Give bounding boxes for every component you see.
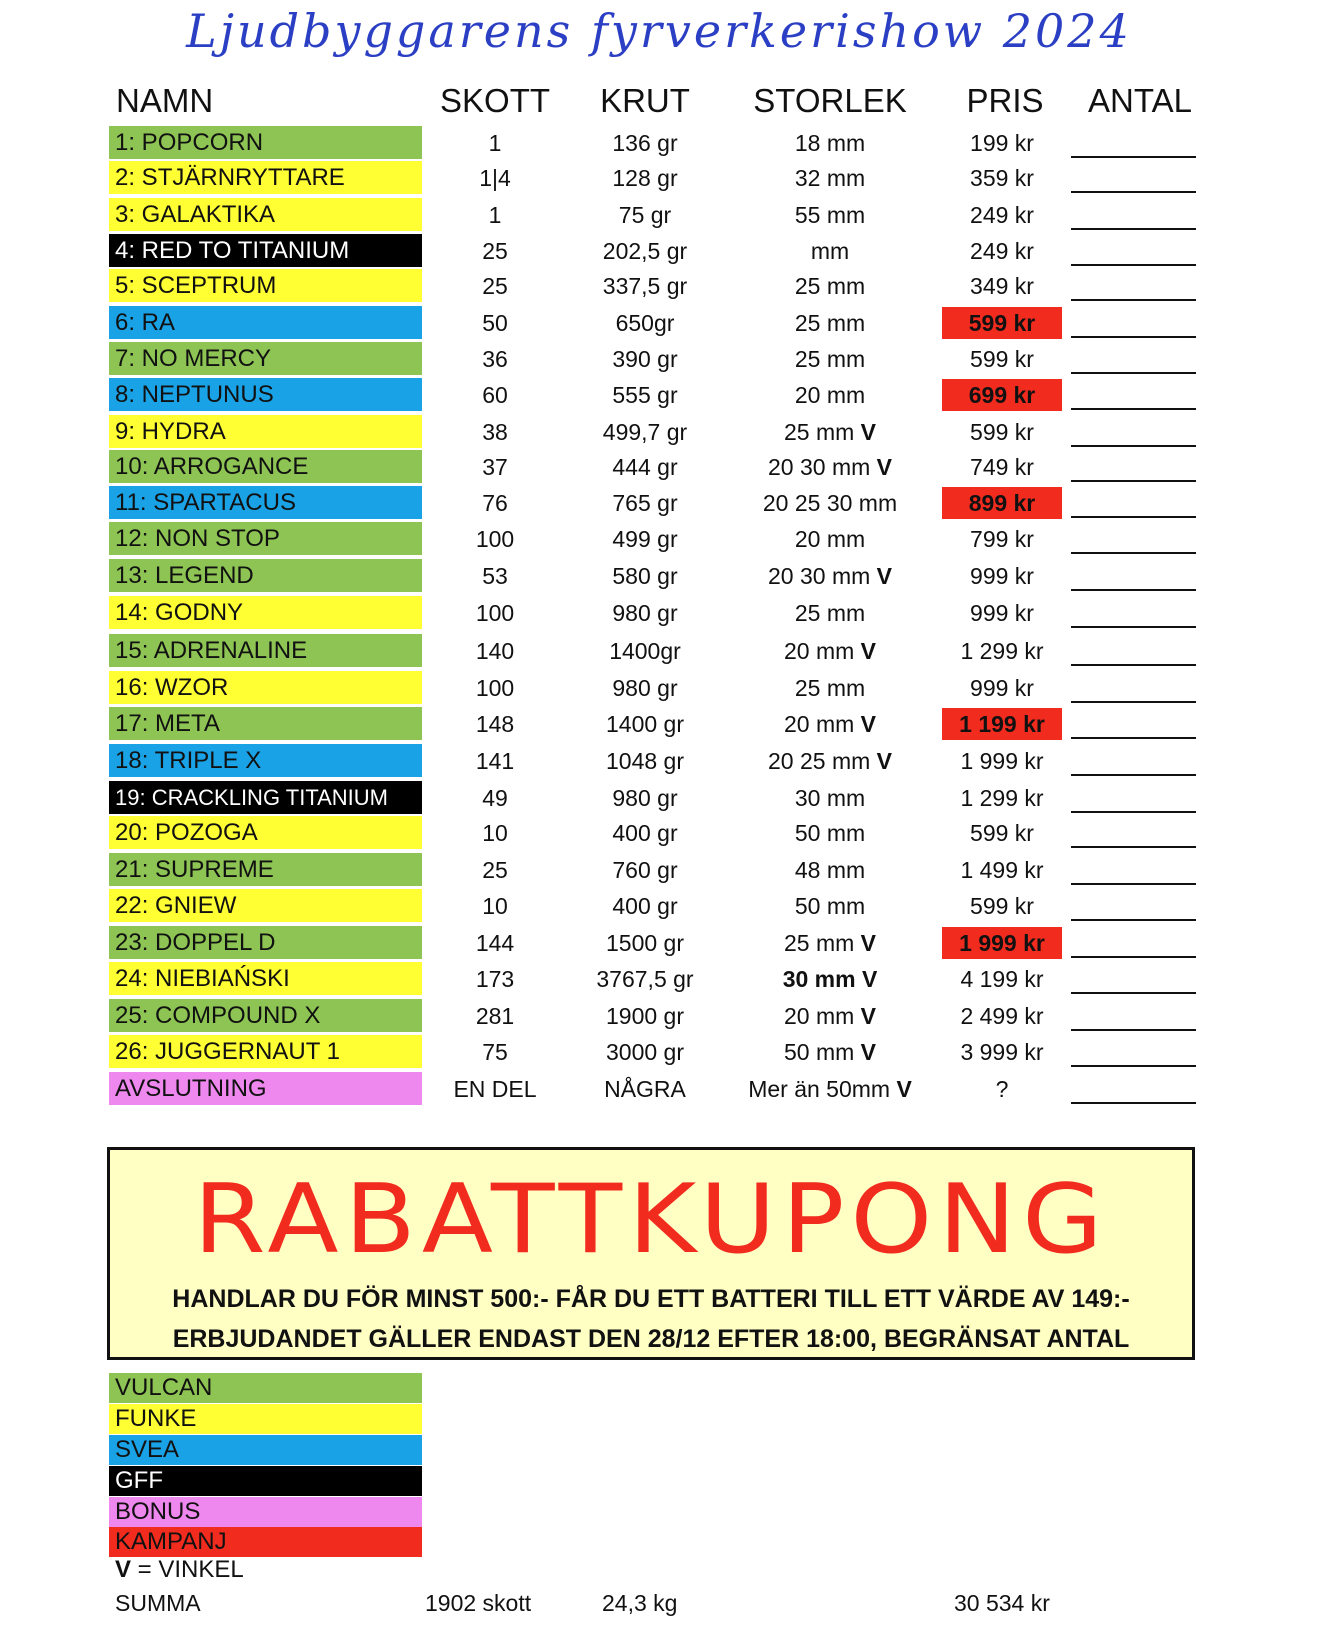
table-row [0,269,1318,303]
product-storlek [735,198,925,232]
product-krut: 400 gr [612,893,678,919]
antal-input-line[interactable] [1071,1029,1196,1031]
summa-label: SUMMA [115,1590,201,1616]
product-pris: 249 kr [970,202,1034,228]
product-pris: 1 999 kr [960,748,1044,774]
product-skott: 75 [482,1039,508,1065]
product-skott: 76 [482,490,508,516]
product-pris: 749 kr [970,454,1034,480]
table-row [0,198,1318,232]
product-pris-kampanj: 899 kr [942,487,1062,519]
antal-input-line[interactable] [1071,992,1196,994]
legend-item-kampanj: KAMPANJ [109,1527,422,1557]
product-pris-kampanj: 1 199 kr [942,708,1062,740]
product-krut: 128 gr [612,165,678,191]
product-storlek-text: 20 mm [783,1003,855,1029]
table-row [0,1035,1318,1069]
product-krut: 202,5 gr [602,238,688,264]
vinkel-mark: V [860,638,877,664]
product-storlek-text: 20 25 30 mm [762,490,898,516]
product-pris: 359 kr [970,165,1034,191]
vinkel-note [115,1556,244,1584]
legend-item-funke: FUNKE [109,1404,422,1434]
product-pris: 1 299 kr [960,785,1044,811]
product-pris: 599 kr [970,419,1034,445]
legend-item-vulcan: VULCAN [109,1373,422,1403]
product-storlek-text: 30 mm [794,785,866,811]
antal-input-line[interactable] [1071,811,1196,813]
antal-input-line[interactable] [1071,1102,1196,1104]
product-name: 26: JUGGERNAUT 1 [109,1035,422,1068]
product-skott: 1|4 [479,165,511,191]
product-skott: 173 [475,966,515,992]
product-storlek [735,1035,925,1069]
vinkel-mark: V [876,563,892,589]
table-row [0,962,1318,996]
product-storlek [735,744,925,778]
summa-krut: 24,3 kg [602,1590,678,1616]
product-name: 8: NEPTUNUS [109,378,422,411]
product-storlek [735,889,925,923]
product-skott: 25 [482,273,508,299]
table-row [0,378,1318,412]
product-krut: 580 gr [612,563,678,589]
column-header-krut: KRUT [600,82,690,119]
product-krut: 980 gr [612,675,678,701]
product-skott: 38 [482,419,508,445]
product-skott: 1 [488,202,502,228]
antal-input-line[interactable] [1071,701,1196,703]
vinkel-mark: V [861,966,878,992]
product-storlek-text: 25 mm [794,273,866,299]
product-storlek-text: 18 mm [794,130,866,156]
antal-input-line[interactable] [1071,372,1196,374]
product-krut: 337,5 gr [602,273,688,299]
antal-input-line[interactable] [1071,846,1196,848]
product-storlek-text: 50 mm [794,893,866,919]
product-name: 25: COMPOUND X [109,999,422,1032]
product-storlek-text: 20 mm [783,638,855,664]
table-row [0,1072,1318,1106]
product-skott: 144 [475,930,515,956]
product-krut: 400 gr [612,820,678,846]
column-header-skott: SKOTT [440,82,551,119]
product-name: 12: NON STOP [109,522,422,555]
product-skott: 25 [482,238,508,264]
vinkel-note-text: = VINKEL [131,1556,244,1583]
product-pris: 599 kr [970,820,1034,846]
product-pris-kampanj: 1 999 kr [942,927,1062,959]
antal-input-line[interactable] [1071,516,1196,518]
product-pris: ? [995,1076,1009,1102]
product-skott: 100 [475,526,515,552]
antal-input-line[interactable] [1071,589,1196,591]
product-storlek [735,450,925,484]
antal-input-line[interactable] [1071,336,1196,338]
product-pris: 199 kr [970,130,1034,156]
product-storlek-text: 20 mm [794,526,866,552]
product-pris: 4 199 kr [960,966,1044,992]
product-storlek-text: 55 mm [794,202,866,228]
product-skott: 140 [475,638,515,664]
product-pris: 3 999 kr [960,1039,1044,1065]
product-name: 2: STJÄRNRYTTARE [109,161,422,194]
antal-input-line[interactable] [1071,956,1196,958]
product-storlek [735,415,925,449]
product-skott: 36 [482,346,508,372]
product-krut: 3000 gr [605,1039,684,1065]
product-storlek-text: 48 mm [794,857,866,883]
product-name: 15: ADRENALINE [109,634,422,667]
table-row [0,889,1318,923]
antal-input-line[interactable] [1071,774,1196,776]
legend-item-svea: SVEA [109,1435,422,1465]
product-storlek [735,269,925,303]
table-row [0,342,1318,376]
product-storlek [735,596,925,630]
product-storlek-text: 25 mm [783,930,855,956]
vinkel-mark: V [860,711,877,737]
table-row [0,816,1318,850]
product-skott: 50 [482,310,508,336]
product-name: 5: SCEPTRUM [109,269,422,302]
product-krut: 1500 gr [605,930,684,956]
table-row [0,671,1318,705]
column-header-storlek: STORLEK [753,82,907,119]
product-pris-kampanj: 599 kr [942,307,1062,339]
antal-input-line[interactable] [1071,156,1196,158]
column-header-antal: ANTAL [1088,82,1192,119]
product-krut: 760 gr [612,857,678,883]
table-row [0,234,1318,268]
vinkel-mark: V [860,1003,877,1029]
product-storlek-text: mm [810,238,850,264]
product-pris: 1 499 kr [960,857,1044,883]
product-storlek-text: 30 mm [782,966,856,992]
product-skott: 148 [475,711,515,737]
product-name: 24: NIEBIAŃSKI [109,962,422,995]
table-row [0,126,1318,160]
antal-input-line[interactable] [1071,737,1196,739]
product-skott: 60 [482,382,508,408]
product-name: 13: LEGEND [109,559,422,592]
product-storlek [735,559,925,593]
vinkel-mark: V [860,1039,877,1065]
product-krut: NÅGRA [604,1076,686,1102]
product-krut: 390 gr [612,346,678,372]
antal-input-line[interactable] [1071,883,1196,885]
table-row [0,522,1318,556]
product-krut: 555 gr [612,382,678,408]
product-pris-kampanj: 699 kr [942,379,1062,411]
antal-input-line[interactable] [1071,919,1196,921]
antal-input-line[interactable] [1071,480,1196,482]
product-pris: 999 kr [970,600,1034,626]
antal-input-line[interactable] [1071,228,1196,230]
product-name: 3: GALAKTIKA [109,198,422,231]
product-pris: 999 kr [970,563,1034,589]
product-storlek [735,522,925,556]
product-skott: 141 [475,748,515,774]
product-krut: 1400 gr [605,711,684,737]
vinkel-mark: V [860,419,877,445]
product-pris: 2 499 kr [960,1003,1044,1029]
product-storlek [735,486,925,520]
product-pris: 249 kr [970,238,1034,264]
summa-pris: 30 534 kr [954,1590,1050,1616]
summa-skott: 1902 skott [425,1590,532,1616]
product-storlek-text: 20 30 mm [768,454,871,480]
vinkel-mark: V [896,1076,912,1102]
product-krut: 75 gr [618,202,672,228]
table-row [0,415,1318,449]
table-row [0,486,1318,520]
product-krut: 980 gr [612,785,678,811]
product-skott: 10 [482,893,508,919]
product-skott: 25 [482,857,508,883]
product-storlek-text: 20 mm [783,711,855,737]
table-row [0,999,1318,1033]
product-storlek-text: 20 mm [794,382,866,408]
product-krut: 444 gr [612,454,678,480]
product-krut: 136 gr [612,130,678,156]
table-row [0,450,1318,484]
legend-item-gff: GFF [109,1466,422,1496]
product-name: 22: GNIEW [109,889,422,922]
product-storlek-text: 20 25 mm [768,748,871,774]
product-pris: 349 kr [970,273,1034,299]
product-storlek [735,816,925,850]
product-storlek [735,342,925,376]
product-storlek-text: 20 30 mm [768,563,871,589]
product-skott: 37 [482,454,508,480]
table-row [0,926,1318,960]
product-krut: 499,7 gr [602,419,688,445]
product-storlek [735,926,925,960]
legend-item-bonus: BONUS [109,1497,422,1527]
product-storlek [735,634,925,668]
antal-input-line[interactable] [1071,191,1196,193]
product-name: 16: WZOR [109,671,422,704]
product-storlek [735,161,925,195]
table-row [0,853,1318,887]
product-skott: 281 [475,1003,515,1029]
product-storlek-text: 25 mm [794,346,866,372]
product-storlek [735,962,925,996]
product-name: 21: SUPREME [109,853,422,886]
product-name: 19: CRACKLING TITANIUM [109,781,422,814]
product-storlek-text: 25 mm [794,675,866,701]
table-row [0,596,1318,630]
antal-input-line[interactable] [1071,264,1196,266]
product-pris: 999 kr [970,675,1034,701]
page-title: Ljudbyggarens fyrverkerishow 2024 [186,4,1132,58]
product-storlek [735,378,925,412]
product-krut: 499 gr [612,526,678,552]
product-pris: 799 kr [970,526,1034,552]
product-name: 7: NO MERCY [109,342,422,375]
product-name: AVSLUTNING [109,1072,422,1105]
product-pris: 599 kr [970,346,1034,372]
product-storlek-text: 50 mm [794,820,866,846]
product-name: 1: POPCORN [109,126,422,159]
product-storlek-text: 25 mm [794,600,866,626]
product-storlek [735,999,925,1033]
coupon-terms-text: ERBJUDANDET GÄLLER ENDAST DEN 28/12 EFTER 18:00, BEGRÄNSAT ANTAL [172,1325,1130,1353]
product-storlek-text: 32 mm [794,165,866,191]
product-storlek-text: 50 mm [783,1039,855,1065]
product-skott: 1 [488,130,502,156]
product-krut: 1900 gr [605,1003,684,1029]
vinkel-mark: V [860,930,877,956]
product-skott: 100 [475,600,515,626]
product-skott: 49 [482,785,508,811]
product-storlek-text: 25 mm [783,419,855,445]
antal-input-line[interactable] [1071,552,1196,554]
table-row [0,161,1318,195]
product-name: 9: HYDRA [109,415,422,448]
discount-coupon [107,1147,1195,1360]
product-krut: 1400gr [609,638,681,664]
product-krut: 650gr [615,310,675,336]
table-row [0,744,1318,778]
antal-input-line[interactable] [1071,626,1196,628]
product-name: 17: META [109,707,422,740]
product-skott: 10 [482,820,508,846]
column-header-pris: PRIS [966,82,1044,119]
product-krut: 1048 gr [605,748,684,774]
vinkel-mark: V [876,748,892,774]
table-row [0,707,1318,741]
product-storlek [735,853,925,887]
product-pris: 599 kr [970,893,1034,919]
product-name: 10: ARROGANCE [109,450,422,483]
product-pris: 1 299 kr [960,638,1044,664]
antal-input-line[interactable] [1071,445,1196,447]
product-krut: 980 gr [612,600,678,626]
product-storlek [735,126,925,160]
product-storlek [735,781,925,815]
product-name: 23: DOPPEL D [109,926,422,959]
product-name: 11: SPARTACUS [109,486,422,519]
antal-input-line[interactable] [1071,299,1196,301]
product-name: 18: TRIPLE X [109,744,422,777]
coupon-offer-text: HANDLAR DU FÖR MINST 500:- FÅR DU ETT BATTERI TILL ETT VÄRDE AV 149:- [172,1285,1130,1313]
product-skott: 100 [475,675,515,701]
product-storlek [735,671,925,705]
antal-input-line[interactable] [1071,1065,1196,1067]
table-row [0,781,1318,815]
product-storlek-text: 25 mm [794,310,866,336]
product-storlek [735,306,925,340]
table-row [0,306,1318,340]
column-header-namn: NAMN [116,82,214,119]
coupon-title: RABATTKUPONG [193,1162,1109,1276]
product-name: 6: RA [109,306,422,339]
product-name: 14: GODNY [109,596,422,629]
product-storlek [735,707,925,741]
product-skott: 53 [482,563,508,589]
product-name: 20: POZOGA [109,816,422,849]
vinkel-mark: V [876,454,892,480]
product-storlek [735,234,925,268]
product-krut: 765 gr [612,490,678,516]
product-skott: EN DEL [453,1076,537,1102]
product-storlek-text: Mer än 50mm [748,1076,891,1102]
antal-input-line[interactable] [1071,664,1196,666]
table-row [0,634,1318,668]
product-krut: 3767,5 gr [596,966,694,992]
vinkel-mark: V [115,1556,132,1583]
product-name: 4: RED TO TITANIUM [109,234,422,267]
product-storlek [735,1072,925,1106]
antal-input-line[interactable] [1071,408,1196,410]
table-row [0,559,1318,593]
